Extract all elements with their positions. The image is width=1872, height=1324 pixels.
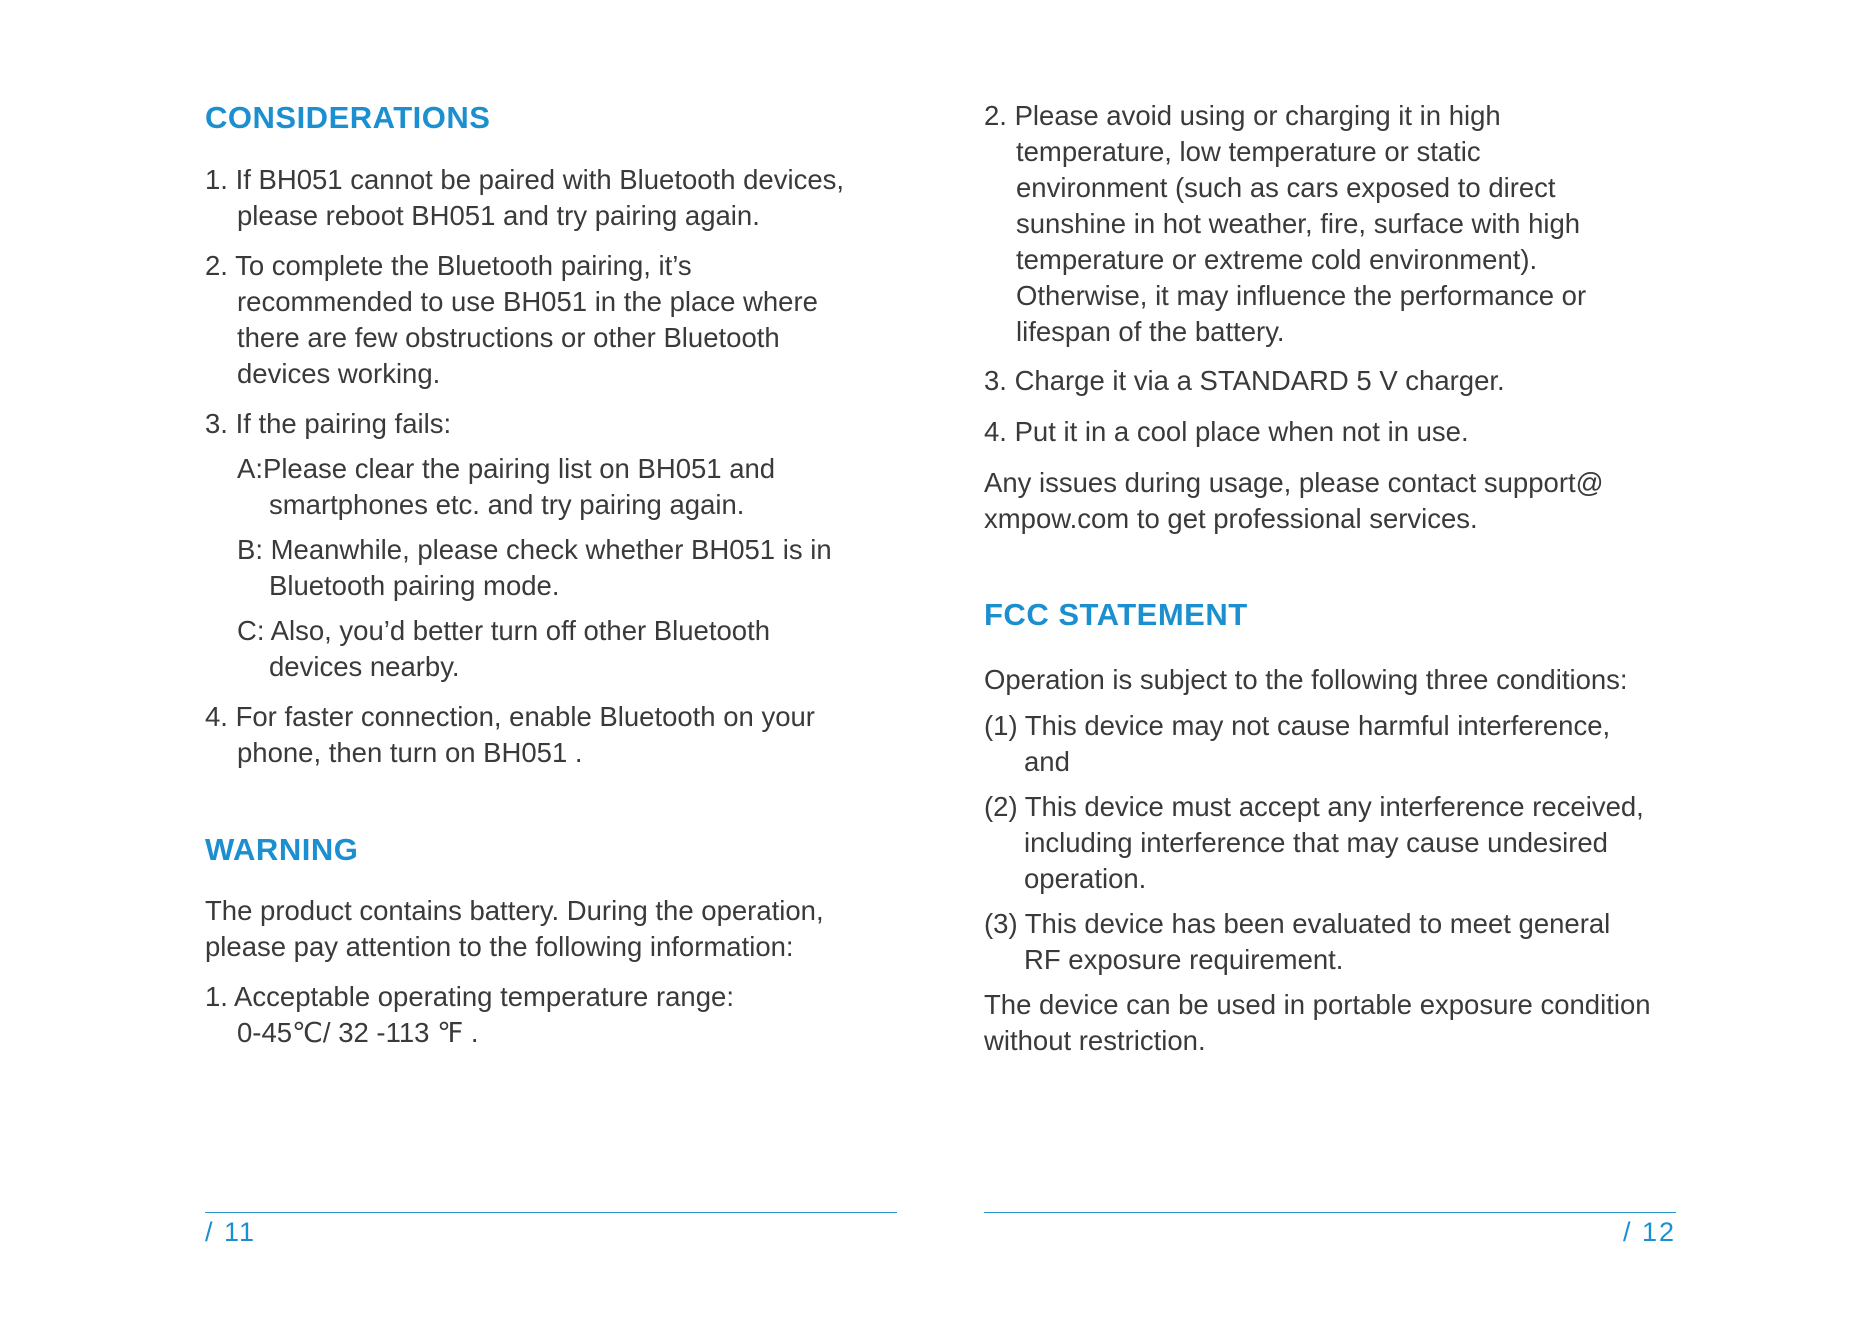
- consideration-item-3: [205, 406, 451, 442]
- consideration-item-3a-line-1: A:Please clear the pairing list on BH051 and: [237, 453, 776, 484]
- warning-item-2-line-4: sunshine in hot weather, fire, surface with high: [1016, 208, 1581, 239]
- warning-intro: [205, 893, 824, 965]
- fcc-condition-2-line-3: operation.: [1024, 863, 1147, 894]
- footer-rule-left: [205, 1212, 897, 1213]
- warning-item-2-line-1: 2. Please avoid using or charging it in high: [984, 100, 1501, 131]
- support-contact-line-2: xmpow.com to get professional services.: [984, 503, 1478, 534]
- portable-exposure: [984, 987, 1651, 1059]
- fcc-intro: [984, 662, 1628, 698]
- consideration-item-3c-line-2: devices nearby.: [269, 651, 460, 682]
- warning-intro-line-2: please pay attention to the following information:: [205, 931, 794, 962]
- warning-item-2-line-3: environment (such as cars exposed to direct: [1016, 172, 1556, 203]
- fcc-condition-2-line-2: including interference that may cause undesired: [1024, 827, 1608, 858]
- consideration-item-4-line-2: phone, then turn on BH051 .: [237, 737, 583, 768]
- warning-item-2-line-7: lifespan of the battery.: [1016, 316, 1285, 347]
- consideration-item-3c-line-1: C: Also, you’d better turn off other Bluetooth: [237, 615, 771, 646]
- warning-item-2-line-2: temperature, low temperature or static: [1016, 136, 1481, 167]
- consideration-item-3b-line-2: Bluetooth pairing mode.: [269, 570, 560, 601]
- fcc-condition-2: [984, 789, 1644, 897]
- consideration-item-4: [205, 699, 815, 771]
- warning-item-1-line-1: 1. Acceptable operating temperature range:: [205, 981, 734, 1012]
- consideration-item-3a: [205, 451, 775, 523]
- fcc-condition-1-line-1: (1) This device may not cause harmful interference,: [984, 710, 1611, 741]
- consideration-item-2-line-4: devices working.: [237, 358, 441, 389]
- fcc-condition-2-line-1: (2) This device must accept any interference received,: [984, 791, 1644, 822]
- fcc-condition-1: [984, 708, 1610, 780]
- page-number-11: / 11: [205, 1217, 257, 1247]
- support-contact: [984, 465, 1604, 537]
- fcc-condition-1-line-2: and: [1024, 746, 1070, 777]
- fcc-condition-3-line-1: (3) This device has been evaluated to meet general: [984, 908, 1611, 939]
- consideration-item-3b: [205, 532, 832, 604]
- warning-item-4: [984, 414, 1469, 450]
- fcc-condition-3-line-2: RF exposure requirement.: [1024, 944, 1344, 975]
- consideration-item-1-line-2: please reboot BH051 and try pairing again.: [237, 200, 760, 231]
- fcc-intro-line-1: Operation is subject to the following three conditions:: [984, 664, 1628, 695]
- footer-rule-right: [984, 1212, 1676, 1213]
- page-number-12: / 12: [1622, 1217, 1676, 1247]
- consideration-item-2: [205, 248, 818, 392]
- consideration-item-3a-line-2: smartphones etc. and try pairing again.: [269, 489, 745, 520]
- consideration-item-1-line-1: 1. If BH051 cannot be paired with Bluetooth devices,: [205, 164, 845, 195]
- consideration-item-4-line-1: 4. For faster connection, enable Bluetooth on your: [205, 701, 815, 732]
- consideration-item-1: [205, 162, 844, 234]
- warning-item-2-line-5: temperature or extreme cold environment).: [1016, 244, 1538, 275]
- fcc-heading: FCC STATEMENT: [984, 597, 1248, 632]
- fcc-condition-3: [984, 906, 1610, 978]
- portable-exposure-line-1: The device can be used in portable exposure condition: [984, 989, 1651, 1020]
- consideration-item-3-line-1: 3. If the pairing fails:: [205, 408, 452, 439]
- warning-heading: WARNING: [205, 832, 359, 867]
- consideration-item-3b-line-1: B: Meanwhile, please check whether BH051 is in: [237, 534, 832, 565]
- warning-item-3-line-1: 3. Charge it via a STANDARD 5 V charger.: [984, 365, 1505, 396]
- warning-item-1-line-2: 0-45℃/ 32 -113 ℉ .: [237, 1017, 479, 1048]
- consideration-item-2-line-2: recommended to use BH051 in the place where: [237, 286, 818, 317]
- portable-exposure-line-2: without restriction.: [984, 1025, 1206, 1056]
- warning-item-3: [984, 363, 1505, 399]
- consideration-item-3c: [205, 613, 770, 685]
- warning-intro-line-1: The product contains battery. During the operation,: [205, 895, 824, 926]
- warning-item-1: [205, 979, 734, 1051]
- support-contact-line-1: Any issues during usage, please contact support@: [984, 467, 1604, 498]
- warning-item-4-line-1: 4. Put it in a cool place when not in use.: [984, 416, 1469, 447]
- consideration-item-2-line-1: 2. To complete the Bluetooth pairing, it’s: [205, 250, 692, 281]
- consideration-item-2-line-3: there are few obstructions or other Bluetooth: [237, 322, 780, 353]
- warning-item-2: [984, 98, 1586, 350]
- warning-item-2-line-6: Otherwise, it may influence the performance or: [1016, 280, 1587, 311]
- considerations-heading: CONSIDERATIONS: [205, 100, 491, 135]
